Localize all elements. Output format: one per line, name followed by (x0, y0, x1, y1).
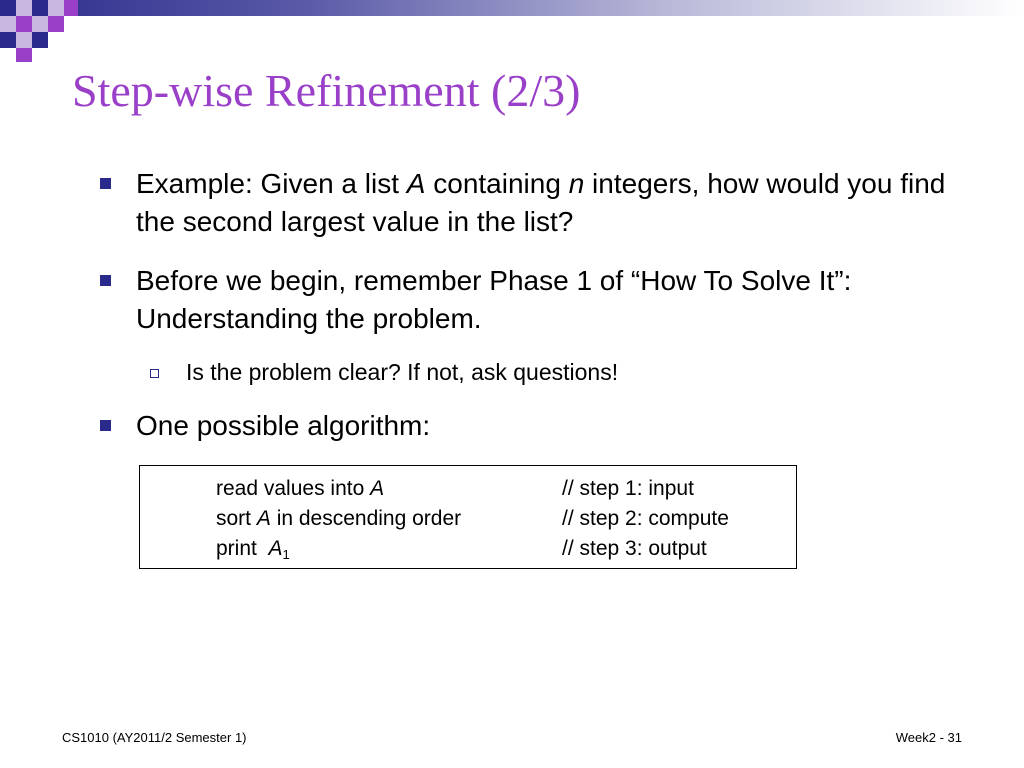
algorithm-line-2: sort A in descending order (216, 507, 462, 530)
square-bullet-icon (100, 275, 111, 286)
bullet-phase-one-text: Before we begin, remember Phase 1 of “How To Solve It”: Understanding the problem. (136, 265, 852, 334)
footer-page-number: Week2 - 31 (895, 730, 962, 745)
checkered-logo-icon (0, 0, 80, 64)
hollow-square-bullet-icon (150, 369, 159, 378)
algorithm-line-3: print $A_1$ (216, 537, 290, 562)
top-gradient-bar (0, 0, 1024, 16)
sub-bullet-text: Is the problem clear? If not, ask questions! (186, 359, 619, 385)
bullet-algorithm-text: One possible algorithm: (136, 410, 431, 441)
slide-title: Step-wise Refinement (2/3) (72, 65, 581, 116)
algorithm-comment-3: // step 3: output (562, 537, 707, 560)
bullet-example-text: Example: Given a list A containing n integers, how would you find the second largest value in the list? (136, 168, 946, 237)
algorithm-comment-2: // step 2: compute (562, 507, 729, 530)
algorithm-line-1: read values into A (216, 477, 385, 500)
square-bullet-icon (100, 178, 111, 189)
algorithm-box (139, 465, 797, 569)
footer-course: CS1010 (AY2011/2 Semester 1) (62, 730, 247, 745)
square-bullet-icon (100, 420, 111, 431)
algorithm-comment-1: // step 1: input (562, 477, 694, 500)
